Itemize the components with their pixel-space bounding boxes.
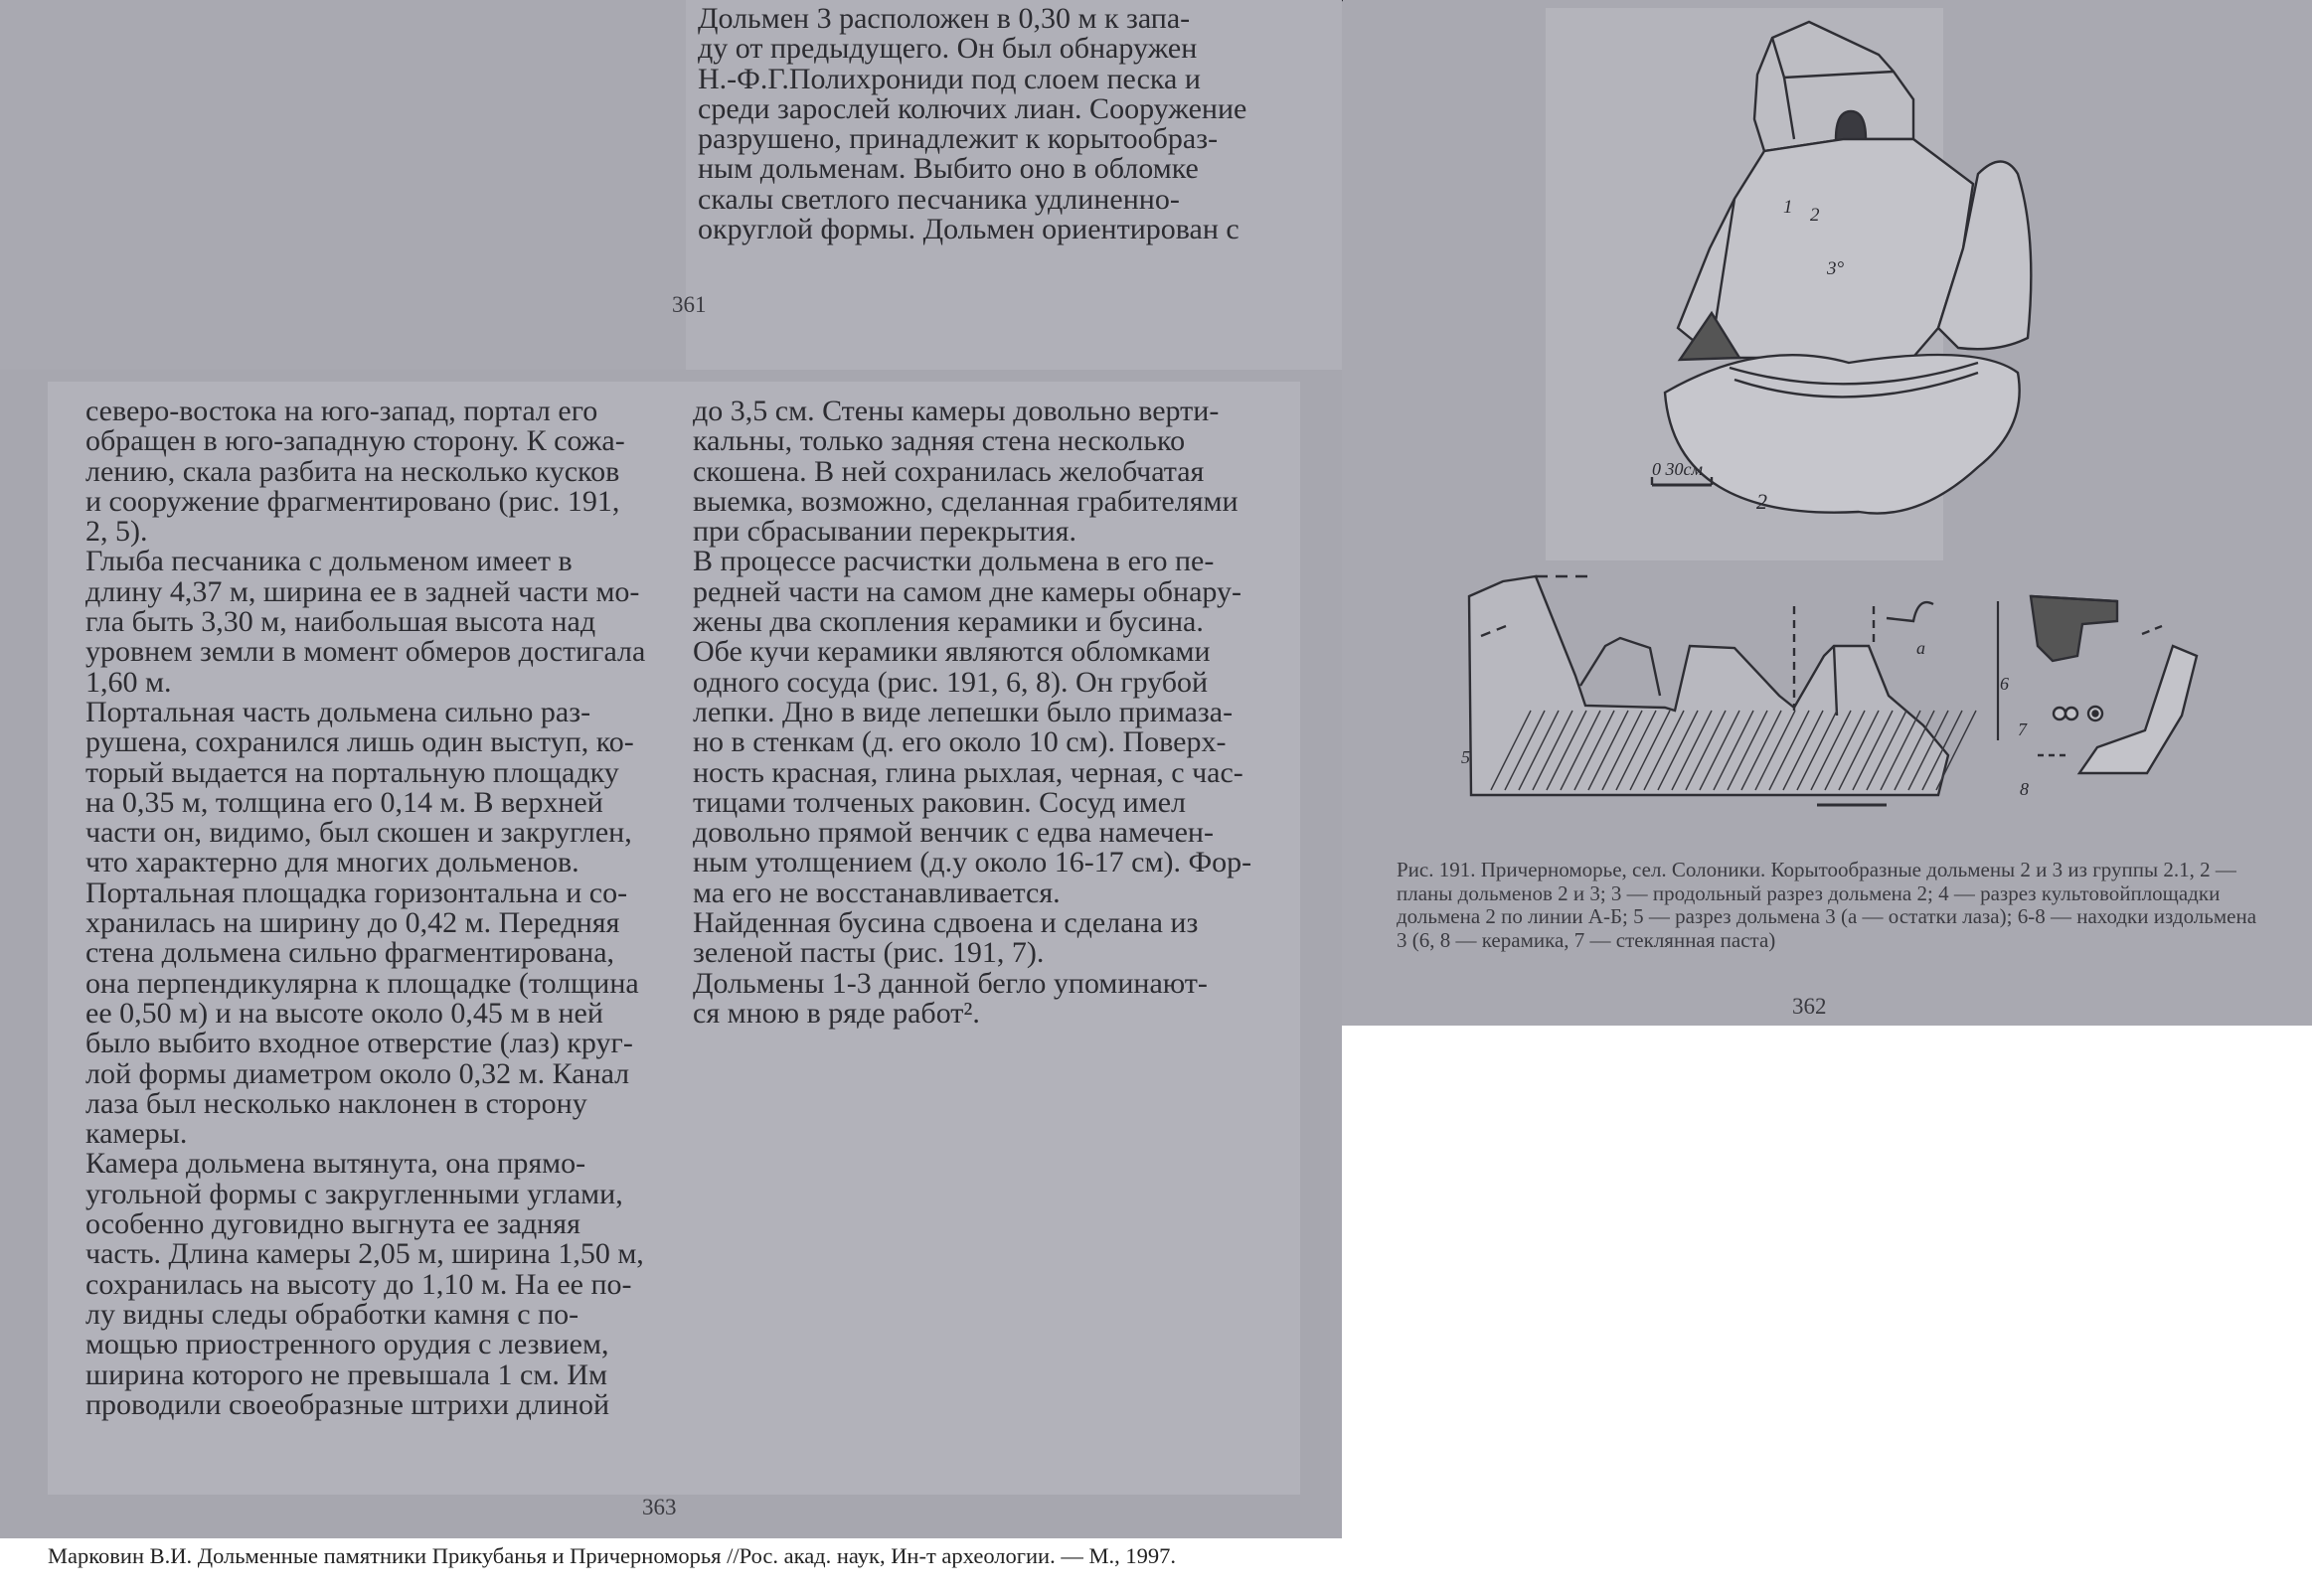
page-number-363: 363	[642, 1495, 677, 1519]
text-line: лу видны следы обработки камня с по-	[85, 1297, 579, 1331]
text-line: лаза был несколько наклонен в сторону	[85, 1086, 587, 1120]
text-line: и сооружение фрагментировано (рис. 191,	[85, 484, 620, 518]
page-361-text	[698, 4, 1249, 244]
text-line: округлой формы. Дольмен ориентирован с	[698, 213, 1239, 246]
text-line: что характерно для многих дольменов.	[85, 846, 579, 879]
text-line: особенно дуговидно выгнута ее задняя	[85, 1207, 580, 1241]
text-line: лепки. Дно в виде лепешки было примаза-	[693, 695, 1234, 728]
text-line: на 0,35 м, толщина его 0,14 м. В верхней	[85, 785, 603, 819]
page-363-right-column	[693, 395, 1252, 1030]
text-line: часть. Длина камеры 2,05 м, ширина 1,50 м,	[85, 1237, 644, 1271]
text-line: зеленой пасты (рис. 191, 7).	[693, 936, 1045, 970]
caption-line: Рис. 191. Причерноморье, сел. Солоники. Корытообразные дольмены 2 и 3 из группы 2.	[1397, 858, 2180, 881]
find-2-label: 2	[1810, 205, 1820, 226]
page-363-left-column	[85, 397, 656, 1420]
text-line: ным дольменам. Выбито оно в обломке	[698, 152, 1199, 186]
text-line: при сбрасывании перекрытия.	[693, 515, 1076, 549]
text-line: торый выдается на портальную площадку	[85, 755, 619, 789]
text-line: выемка, возможно, сделанная грабителями	[693, 484, 1239, 518]
scan-fragment-page-363	[0, 370, 1342, 1538]
text-line: ся мною в ряде работ².	[693, 996, 980, 1030]
text-line: было выбито входное отверстие (лаз) круг-	[85, 1027, 633, 1060]
text-line: ным утолщением (д.у около 16-17 см). Фор-	[693, 846, 1252, 879]
text-line: Глыба песчаника с дольменом имеет в	[85, 545, 573, 578]
text-line: проводили своеобразные штрихи длиной	[85, 1387, 609, 1421]
text-line: В процессе расчистки дольмена в его пе-	[693, 545, 1215, 578]
text-line: до 3,5 см. Стены камеры довольно верти-	[693, 395, 1220, 427]
text-line: Портальная площадка горизонтальна и со-	[85, 876, 628, 909]
text-line: хранилась на ширину до 0,42 м. Передняя	[85, 906, 620, 940]
section-5-label: 5	[1461, 747, 1470, 767]
text-line: ность красная, глина рыхлая, черная, с час-	[693, 755, 1243, 789]
text-line: камеры.	[85, 1117, 188, 1151]
text-line: 2, 5).	[85, 515, 148, 549]
text-line: рушена, сохранился лишь один выступ, ко-	[85, 725, 634, 759]
caption-line: 1, 2 — планы дольменов 2 и 3; 3 — продольный разрез дольмена 2; 4 — разрез культовой	[1397, 858, 2236, 905]
text-line: сохранилась на высоту до 1,10 м. На ее по-	[85, 1267, 632, 1301]
scale-label: 0 30см	[1652, 459, 1703, 479]
page-number-361: 361	[672, 292, 707, 317]
caption-line: дольмена 3 (6, 8 — керамика, 7 — стеклянная паста)	[1397, 904, 2257, 952]
text-line: Портальная часть дольмена сильно раз-	[85, 695, 591, 728]
plan-number-label: 2	[1756, 489, 1767, 514]
find-1-label: 1	[1783, 197, 1793, 218]
find-6-label: 6	[2000, 674, 2009, 694]
text-line: мощью приостренного орудия с лезвием,	[85, 1328, 609, 1361]
scan-fragment-page-362	[1342, 0, 2312, 1026]
laz-a-label: a	[1916, 638, 1925, 658]
text-line: 1,60 м.	[85, 665, 172, 699]
text-line: Н.-Ф.Г.Полихрониди под слоем песка и	[698, 62, 1201, 95]
find-7-label: 7	[2018, 719, 2027, 739]
text-line: Обе кучи керамики являются обломками	[693, 635, 1211, 669]
text-line: скалы светлого песчаника удлиненно-	[698, 182, 1180, 216]
scan-fragment-page-361	[0, 0, 1342, 370]
text-line: Найденная бусина сдвоена и сделана из	[693, 906, 1199, 940]
text-line: ширина которого не превышала 1 см. Им	[85, 1357, 607, 1391]
text-line: северо-востока на юго-запад, портал его	[85, 395, 598, 427]
text-line: кальны, только задняя стена несколько	[693, 424, 1186, 458]
text-line: ее 0,50 м) и на высоте около 0,45 м в ней	[85, 996, 603, 1030]
text-line: Дольмены 1-3 данной бегло упоминают-	[693, 966, 1208, 1000]
figure-caption	[1397, 859, 2271, 952]
text-line: она перпендикулярна к площадке (толщина	[85, 966, 639, 1000]
text-line: угольной формы с закругленными углами,	[85, 1177, 623, 1210]
text-line: среди зарослей колючих лиан. Сооружение	[698, 91, 1247, 125]
text-line: разрушено, принадлежит к корытообраз-	[698, 122, 1219, 156]
text-line: одного сосуда (рис. 191, 6, 8). Он грубой	[693, 665, 1209, 699]
dolmen-plan-drawing	[1342, 0, 2312, 825]
text-line: лой формы диаметром около 0,32 м. Канал	[85, 1056, 630, 1090]
text-line: части он, видимо, был скошен и закруглен,	[85, 816, 632, 850]
text-line: довольно прямой венчик с едва намечен-	[693, 816, 1214, 850]
page-number-362: 362	[1792, 994, 1827, 1019]
text-line: уровнем земли в момент обмеров достигала	[85, 635, 646, 669]
source-citation: Марковин В.И. Дольменные памятники Прикубанья и Причерноморья //Рос. акад. наук, Ин-т археологии. — М., 1997.	[48, 1543, 1176, 1568]
text-line: Дольмен 3 расположен в 0,30 м к запа-	[698, 2, 1191, 35]
text-line: ма его не восстанавливается.	[693, 876, 1061, 909]
text-line: жены два скопления керамики и бусина.	[693, 605, 1204, 639]
text-line: Камера дольмена вытянута, она прямо-	[85, 1147, 586, 1181]
find-8-label: 8	[2020, 779, 2029, 799]
text-line: но в стенкам (д. его около 10 см). Поверх-	[693, 725, 1227, 759]
text-line: стена дольмена сильно фрагментирована,	[85, 936, 615, 970]
text-line: скошена. В ней сохранилась желобчатая	[693, 454, 1205, 488]
find-3-label: 3°	[1827, 258, 1845, 279]
caption-line: площадки дольмена 2 по линии А-Б; 5 — разрез дольмена 3 (a — остатки лаза); 6-8 — находки из	[1397, 880, 2221, 928]
text-line: редней части на самом дне камеры обнару-	[693, 574, 1242, 608]
text-line: лению, скала разбита на несколько кусков	[85, 454, 620, 488]
text-line: ду от предыдущего. Он был обнаружен	[698, 32, 1198, 66]
text-line: длину 4,37 м, ширина ее в задней части мо-	[85, 574, 640, 608]
text-line: гла быть 3,30 м, наибольшая высота над	[85, 605, 596, 639]
text-line: тицами толченых раковин. Сосуд имел	[693, 785, 1186, 819]
text-line: обращен в юго-западную сторону. К сожа-	[85, 424, 625, 458]
